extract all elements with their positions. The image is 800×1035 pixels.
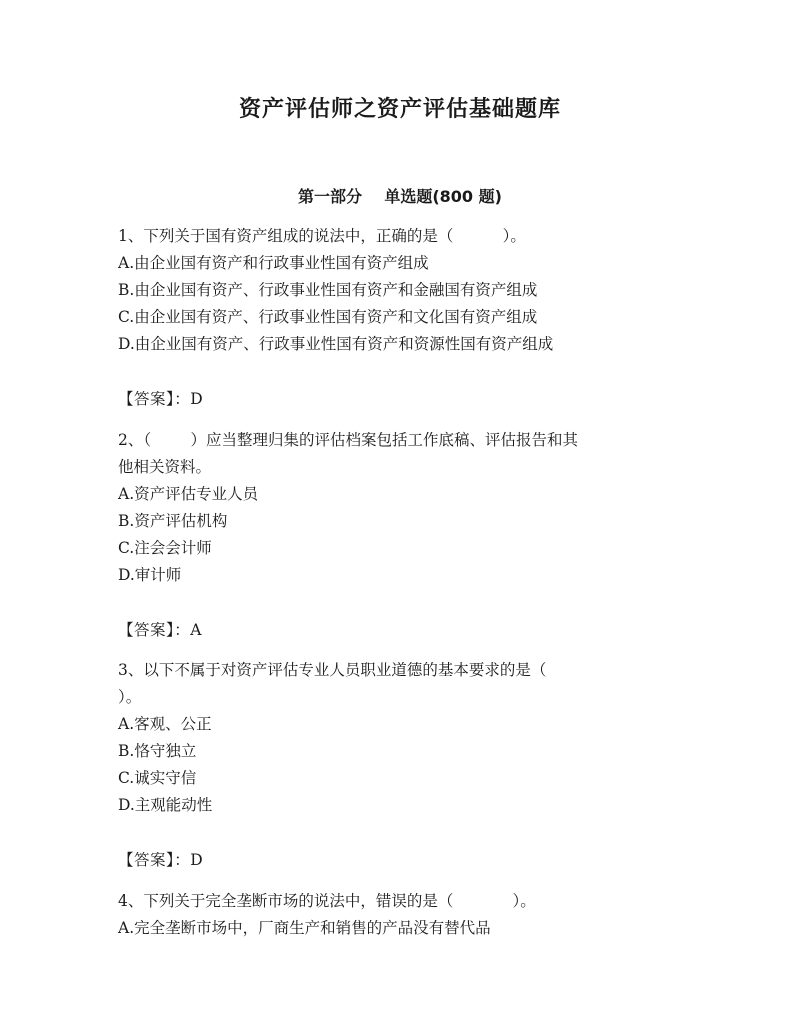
- question-stem-line: 2、（ ）应当整理归集的评估档案包括工作底稿、评估报告和其: [118, 431, 579, 449]
- option-c: C.由企业国有资产、行政事业性国有资产和文化国有资产组成: [118, 308, 538, 326]
- option-a: A.客观、公正: [118, 715, 212, 733]
- option-d: D.主观能动性: [118, 796, 213, 814]
- option-d: D.由企业国有资产、行政事业性国有资产和资源性国有资产组成: [118, 335, 554, 353]
- answer-line: 【答案】：D: [118, 390, 204, 408]
- option-a: A.完全垄断市场中，厂商生产和销售的产品没有替代品: [118, 919, 491, 937]
- answer-line: 【答案】：D: [118, 851, 204, 869]
- option-b: B.恪守独立: [118, 742, 197, 760]
- option-d: D.审计师: [118, 566, 182, 584]
- section-title: 第一部分 单选题(800 题): [298, 187, 502, 206]
- page-title: 资产评估师之资产评估基础题库: [238, 97, 561, 122]
- option-c: C.诚实守信: [118, 769, 197, 787]
- option-b: B.由企业国有资产、行政事业性国有资产和金融国有资产组成: [118, 281, 538, 299]
- question-stem-line: ）。: [118, 688, 142, 706]
- option-b: B.资产评估机构: [118, 512, 228, 530]
- answer-line: 【答案】：A: [118, 621, 202, 639]
- option-a: A.资产评估专业人员: [118, 485, 259, 503]
- option-c: C.注会会计师: [118, 539, 212, 557]
- question-stem-line: 4、下列关于完全垄断市场的说法中，错误的是（ ）。: [118, 892, 536, 910]
- question-stem-line: 3、以下不属于对资产评估专业人员职业道德的基本要求的是（: [118, 661, 547, 679]
- option-a: A.由企业国有资产和行政事业性国有资产组成: [118, 254, 429, 272]
- question-stem-line: 他相关资料。: [118, 458, 212, 476]
- question-stem-line: 1、下列关于国有资产组成的说法中，正确的是（ ）。: [118, 227, 526, 245]
